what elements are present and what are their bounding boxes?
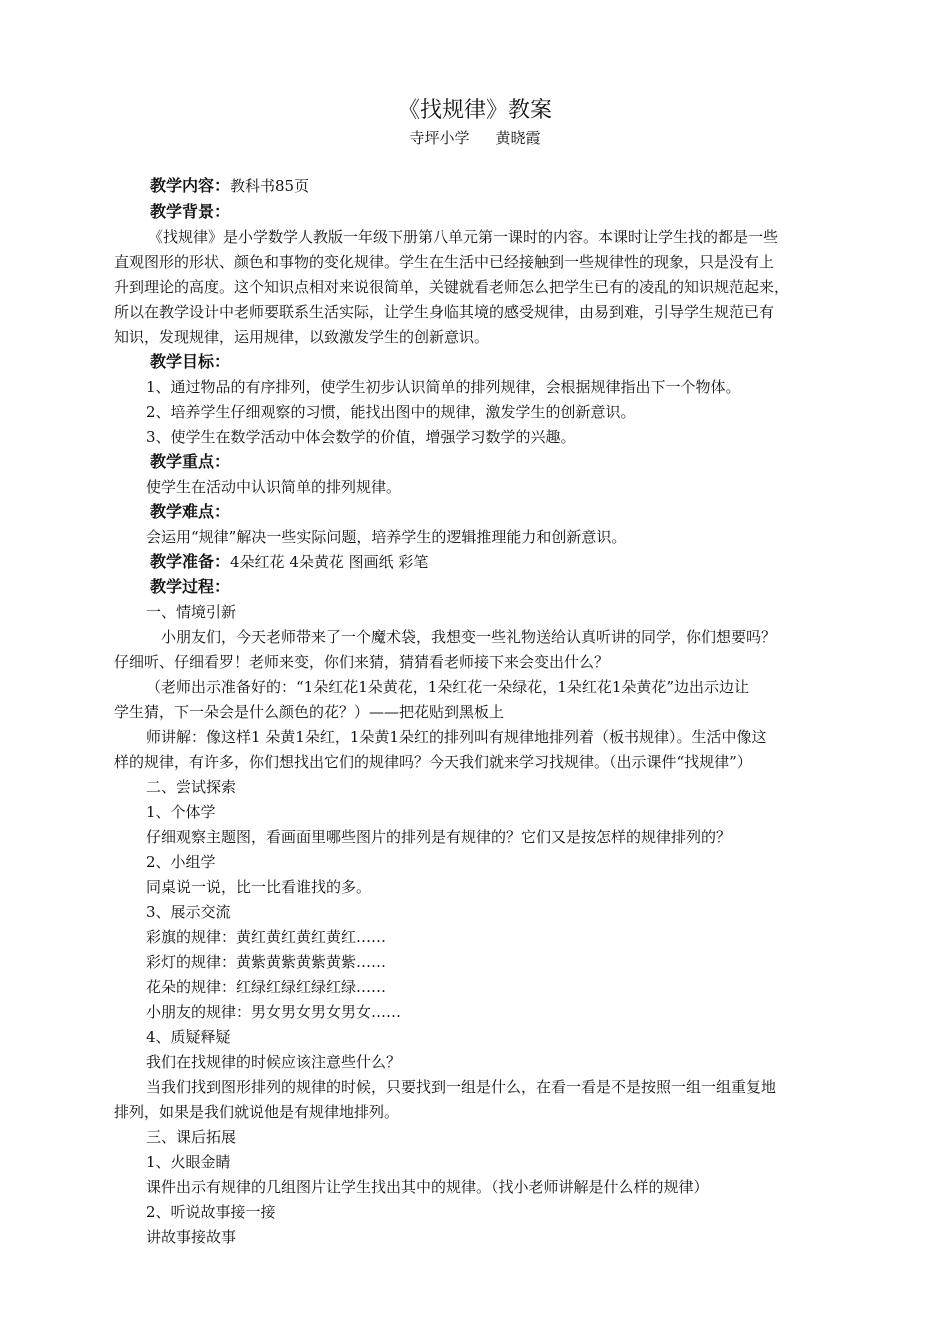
document-author	[0, 128, 950, 148]
process-line: （老师出示准备好的：“1朵红花1朵黄花，1朵红花一朵绿花，1朵红花1朵黄花”边出示边让	[146, 678, 750, 696]
content-label: 教学内容：	[150, 176, 231, 195]
process-line: 样的规律，有许多，你们想找出它们的规律吗？今天我们就来学习找规律。（出示课件“找规律”）	[114, 753, 752, 771]
pattern-line: 彩灯的规律：黄紫黄紫黄紫黄紫……	[146, 953, 387, 971]
goal-item: 1、通过物品的有序排列，使学生初步认识简单的排列规律，会根据规律指出下一个物体。	[146, 378, 741, 396]
document-title: 《找规律》教案	[397, 98, 552, 123]
section-heading: 一、情境引新	[146, 603, 237, 621]
background-label: 教学背景：	[150, 202, 231, 221]
background-line: 所以在教学设计中老师要联系生活实际，让学生身临其境的感受规律，由易到难，引导学生规范已有	[114, 303, 775, 321]
prep-row	[150, 552, 428, 572]
goals-label: 教学目标：	[150, 352, 231, 371]
process-label: 教学过程：	[150, 577, 231, 596]
section-heading: 三、课后拓展	[146, 1128, 237, 1146]
process-line: 师讲解：像这样1 朵黄1朵红，1朵黄1朵红的排列叫有规律地排列着（板书规律）。生活中像这	[146, 728, 767, 746]
subsection-heading: 3、展示交流	[146, 903, 231, 921]
process-line: 同桌说一说，比一比看谁找的多。	[146, 878, 372, 896]
process-line: 我们在找规律的时候应该注意些什么？	[146, 1053, 402, 1071]
author-school: 寺坪小学	[409, 129, 470, 147]
process-line: 仔细听、仔细看罗！老师来变，你们来猜，猜猜看老师接下来会变出什么？	[114, 653, 610, 671]
process-line: 当我们找到图形排列的规律的时候，只要找到一组是什么，在看一看是不是按照一组一组重复地	[146, 1078, 777, 1096]
process-line: 小朋友们，今天老师带来了一个魔术袋，我想变一些礼物送给认真听讲的同学，你们想要吗？	[146, 628, 777, 646]
process-line: 讲故事接故事	[146, 1228, 237, 1246]
content-value: 教科书85页	[230, 177, 310, 195]
pattern-line: 小朋友的规律：男女男女男女男女……	[146, 1003, 402, 1021]
key-label: 教学重点：	[150, 452, 231, 471]
background-line: 直观图形的形状、颜色和事物的变化规律。学生在生活中已经接触到一些规律性的现象，只是没有上	[114, 253, 775, 271]
prep-label: 教学准备：	[150, 552, 231, 571]
subsection-heading: 4、质疑释疑	[146, 1028, 231, 1046]
process-line: 仔细观察主题图，看画面里哪些图片的排列是有规律的？它们又是按怎样的规律排列的？	[146, 828, 732, 846]
goal-item: 2、培养学生仔细观察的习惯，能找出图中的规律，激发学生的创新意识。	[146, 403, 636, 421]
pattern-line: 花朵的规律：红绿红绿红绿红绿……	[146, 978, 387, 996]
background-line: 《找规律》是小学数学人教版一年级下册第八单元第一课时的内容。本课时让学生找的都是一些	[148, 228, 779, 246]
goal-item: 3、使学生在数学活动中体会数学的价值，增强学习数学的兴趣。	[146, 428, 576, 446]
content-row	[150, 176, 309, 196]
section-heading: 二、尝试探索	[146, 778, 237, 796]
difficulty-text: 会运用“规律”解决一些实际问题，培养学生的逻辑推理能力和创新意识。	[146, 528, 627, 546]
prep-value: 4朵红花 4朵黄花 图画纸 彩笔	[230, 553, 429, 571]
process-line: 学生猜，下一朵会是什么颜色的花？）——把花贴到黑板上	[114, 703, 505, 721]
pattern-line: 彩旗的规律：黄红黄红黄红黄红……	[146, 928, 387, 946]
difficulty-label: 教学难点：	[150, 502, 231, 521]
subsection-heading: 1、个体学	[146, 803, 216, 821]
process-line: 排列，如果是我们就说他是有规律地排列。	[114, 1103, 400, 1121]
subsection-heading: 2、听说故事接一接	[146, 1203, 276, 1221]
subsection-heading: 2、小组学	[146, 853, 216, 871]
background-line: 升到理论的高度。这个知识点相对来说很简单，关键就看老师怎么把学生已有的凌乱的知识规范起来，	[114, 278, 790, 296]
background-line: 知识，发现规律，运用规律，以致激发学生的创新意识。	[114, 328, 490, 346]
author-name: 黄晓霞	[495, 129, 541, 147]
subsection-heading: 1、火眼金睛	[146, 1153, 231, 1171]
process-line: 课件出示有规律的几组图片让学生找出其中的规律。（找小老师讲解是什么样的规律）	[146, 1178, 709, 1196]
key-text: 使学生在活动中认识简单的排列规律。	[146, 478, 402, 496]
